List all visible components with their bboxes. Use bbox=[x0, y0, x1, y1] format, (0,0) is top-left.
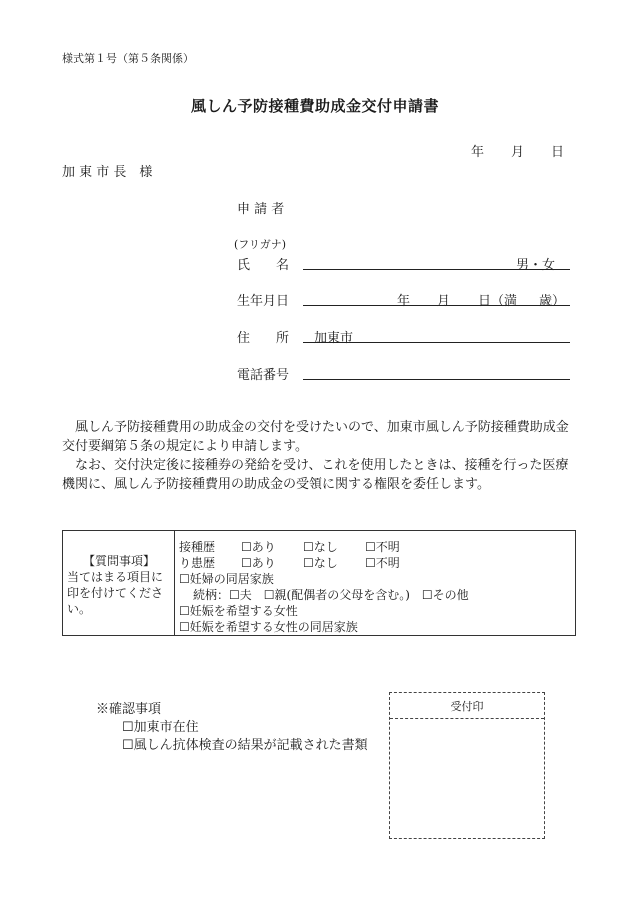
infection-unknown-checkbox[interactable]: ☐不明 bbox=[365, 556, 400, 570]
address-prefilled: 加東市 bbox=[314, 331, 354, 346]
question-label bbox=[67, 553, 171, 617]
relation-checkboxes[interactable]: 続柄：☐夫 ☐親(配偶者の父母を含む。) ☐その他 bbox=[193, 588, 469, 602]
name-field-line[interactable] bbox=[303, 269, 570, 270]
birth-age-label: 歳） bbox=[539, 294, 566, 309]
question-label-instruction: 当てはまる項目に印を付けてください。 bbox=[67, 570, 164, 616]
applicant-heading: 申 請 者 bbox=[237, 202, 285, 217]
birthdate-label: 生年月日 bbox=[237, 294, 290, 309]
confirmation-heading: ※確認事項 bbox=[96, 702, 162, 717]
phone-field-line[interactable] bbox=[303, 379, 570, 380]
reception-stamp-box bbox=[389, 692, 545, 839]
address-field-line[interactable] bbox=[303, 342, 570, 343]
question-label-heading: 【質問事項】 bbox=[82, 554, 155, 568]
pregnant-family-checkbox[interactable]: ☐妊婦の同居家族 bbox=[179, 572, 274, 586]
stamp-separator bbox=[390, 718, 544, 719]
wish-woman-checkbox[interactable]: ☐妊娠を希望する女性 bbox=[179, 604, 298, 618]
confirm-antibody-checkbox[interactable]: ☐風しん抗体検査の結果が記載された書類 bbox=[122, 738, 368, 753]
date-year-label: 年 bbox=[471, 145, 485, 160]
birth-year-label: 年 bbox=[397, 294, 411, 309]
phone-label: 電話番号 bbox=[237, 368, 290, 383]
reception-stamp-label: 受付印 bbox=[450, 700, 484, 713]
name-label: 氏 名 bbox=[237, 258, 290, 273]
wish-family-checkbox[interactable]: ☐妊娠を希望する女性の同居家族 bbox=[179, 620, 358, 634]
vaccination-label: 接種歴 bbox=[179, 540, 216, 554]
page-title: 風しん予防接種費助成金交付申請書 bbox=[190, 97, 439, 115]
vaccination-yes-checkbox[interactable]: ☐あり bbox=[241, 540, 276, 554]
furigana-label: (フリガナ) bbox=[234, 238, 287, 251]
address-label: 住 所 bbox=[237, 331, 290, 346]
vaccination-unknown-checkbox[interactable]: ☐不明 bbox=[365, 540, 400, 554]
question-table bbox=[62, 530, 576, 636]
infection-no-checkbox[interactable]: ☐なし bbox=[303, 556, 338, 570]
confirm-resident-checkbox[interactable]: ☐加東市在住 bbox=[122, 720, 199, 735]
birthdate-field-line[interactable] bbox=[303, 305, 570, 306]
birth-day-label: 日（満 bbox=[478, 294, 518, 309]
delegation-paragraph: なお、交付決定後に接種券の発給を受け、これを使用したときは、接種を行った医療機関に、風しん予防接種費用の助成金の受領に関する権限を委任します。 bbox=[62, 458, 569, 492]
table-divider bbox=[174, 531, 175, 635]
gender-options: 男・女 bbox=[516, 258, 556, 273]
vaccination-no-checkbox[interactable]: ☐なし bbox=[303, 540, 338, 554]
date-month-label: 月 bbox=[511, 145, 525, 160]
date-day-label: 日 bbox=[551, 145, 565, 160]
form-number: 様式第１号（第５条関係） bbox=[62, 52, 194, 65]
addressee: 加 東 市 長 様 bbox=[62, 165, 153, 180]
infection-yes-checkbox[interactable]: ☐あり bbox=[241, 556, 276, 570]
application-paragraph: 風しん予防接種費用の助成金の交付を受けたいので、加東市風しん予防接種費助成金交付要綱第５条の規定により申請します。 bbox=[62, 420, 569, 454]
birth-month-label: 月 bbox=[437, 294, 451, 309]
infection-label: り患歴 bbox=[179, 556, 216, 570]
